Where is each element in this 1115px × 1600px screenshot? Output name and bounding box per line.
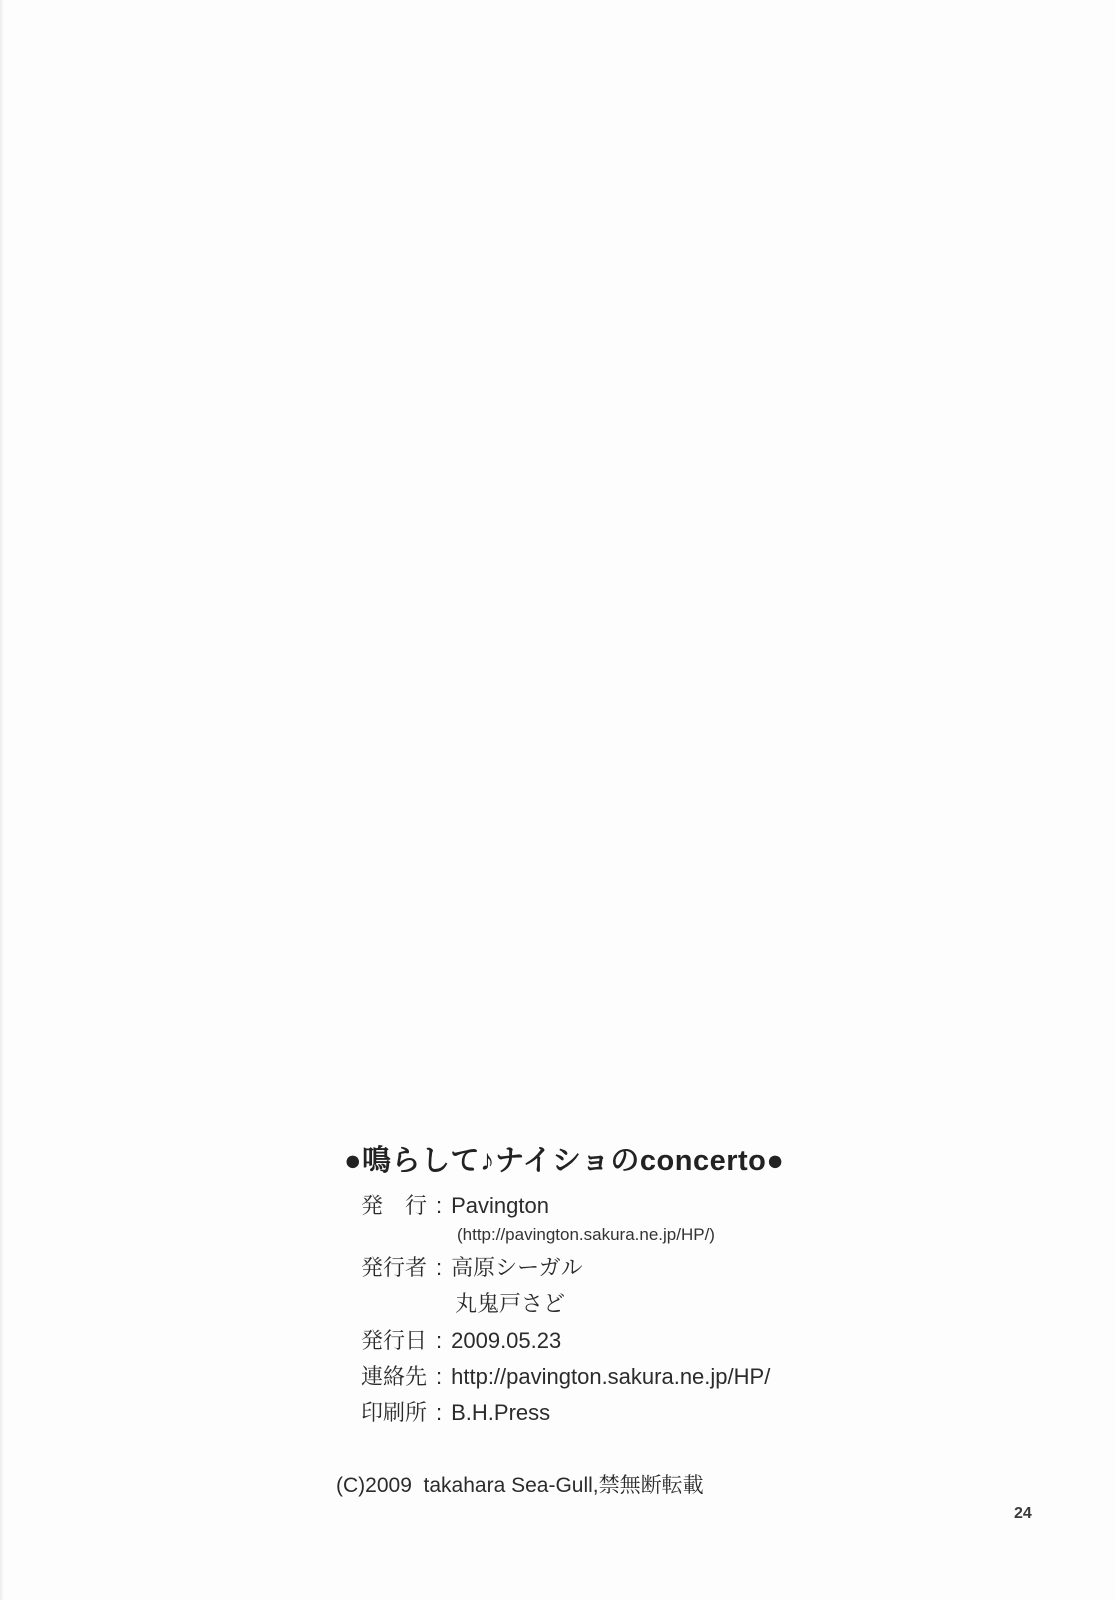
colon-separator: :	[436, 1327, 443, 1353]
second-author-row	[455, 1291, 770, 1317]
publisher-row	[361, 1193, 770, 1219]
publisher-url-value: (http://pavington.sakura.ne.jp/HP/)	[457, 1225, 715, 1245]
second-author-value: 丸鬼戸さど	[455, 1291, 566, 1317]
colon-separator: :	[436, 1254, 443, 1280]
contact-value: http://pavington.sakura.ne.jp/HP/	[451, 1363, 771, 1389]
doujin-title: ●鳴らして♪ナイショのconcerto●	[344, 1145, 785, 1177]
publish-date-row	[361, 1328, 770, 1354]
printer-value: B.H.Press	[451, 1400, 551, 1426]
author-label: 発行者	[361, 1254, 428, 1280]
publish-date-label: 発行日	[361, 1327, 428, 1353]
colon-separator: :	[436, 1363, 443, 1389]
publication-info-block	[361, 1193, 770, 1437]
copyright-line: (C)2009 takahara Sea-Gull,禁無断転載	[336, 1474, 704, 1497]
contact-label: 連絡先	[361, 1363, 428, 1389]
author-value: 高原シーガル	[451, 1254, 583, 1280]
printer-row	[361, 1400, 770, 1426]
publish-date-value: 2009.05.23	[451, 1327, 562, 1353]
scan-edge-shadow	[0, 0, 4, 1600]
colon-separator: :	[436, 1193, 443, 1218]
page-number: 24	[1014, 1505, 1032, 1522]
printer-label: 印刷所	[361, 1400, 428, 1426]
author-row	[361, 1255, 770, 1281]
publisher-value: Pavington	[451, 1193, 549, 1218]
contact-row	[361, 1364, 770, 1390]
colon-separator: :	[436, 1400, 443, 1426]
publisher-label: 発行	[361, 1193, 427, 1218]
publisher-url-row	[457, 1225, 770, 1245]
